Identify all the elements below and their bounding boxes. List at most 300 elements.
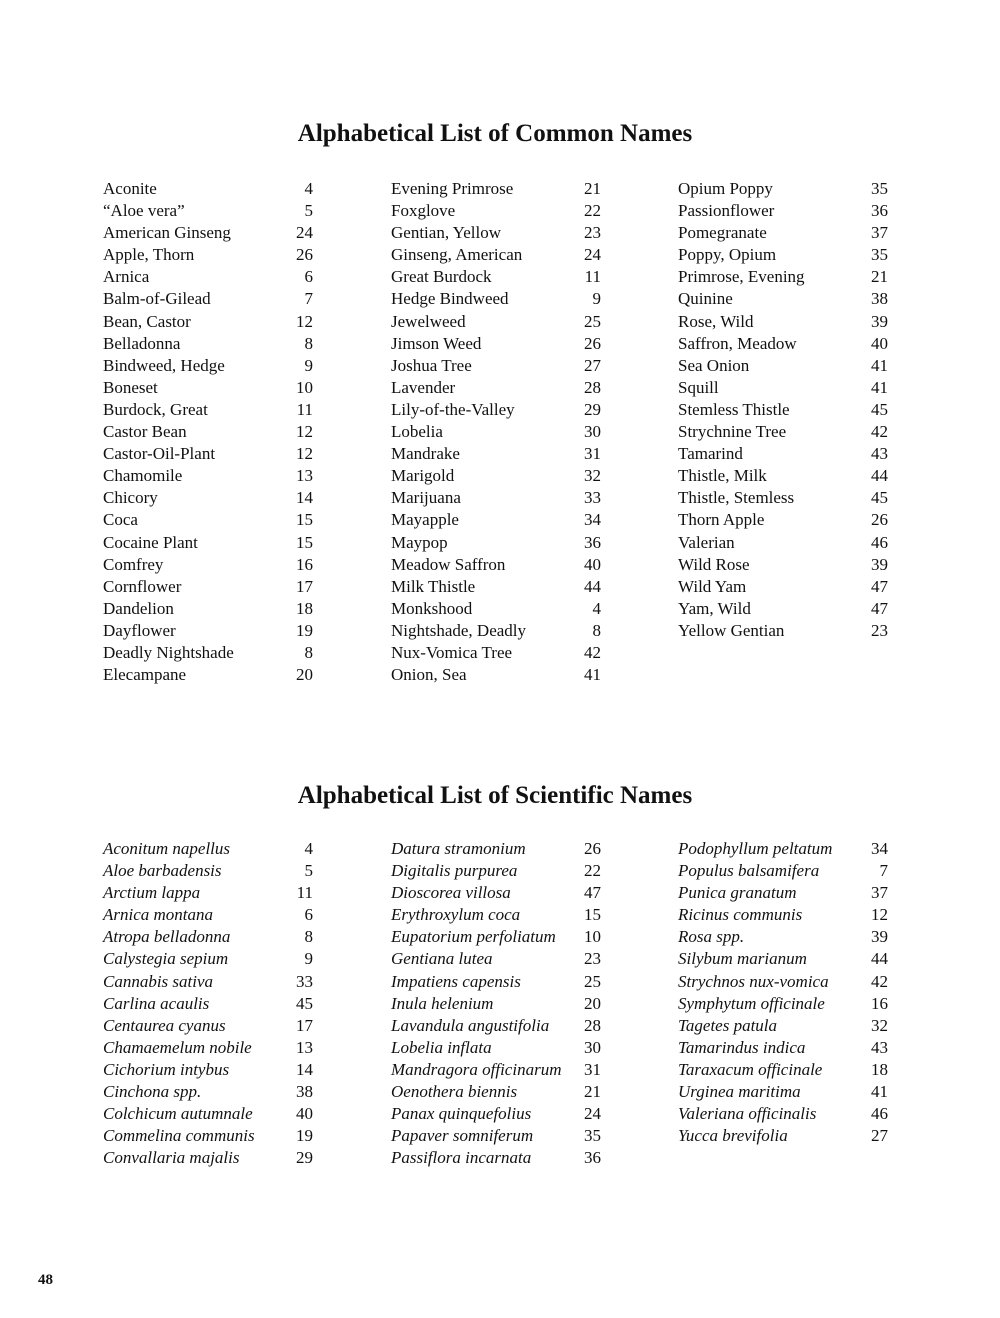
index-entry [678, 244, 888, 266]
entry-page-number: 39 [871, 554, 888, 574]
entry-page-number: 46 [871, 532, 888, 552]
index-entry [678, 266, 888, 288]
scientific-names-column-3 [678, 838, 888, 1147]
entry-name: Digitalis purpurea [391, 861, 518, 881]
index-entry [391, 576, 601, 598]
entry-page-number: 17 [296, 576, 313, 596]
index-entry [391, 620, 601, 642]
index-entry [103, 399, 313, 421]
entry-name: Wild Rose [678, 554, 750, 574]
index-entry [391, 355, 601, 377]
index-entry [678, 178, 888, 200]
entry-name: Gentian, Yellow [391, 223, 502, 243]
entry-page-number: 44 [871, 466, 888, 486]
entry-name: Chicory [103, 488, 158, 508]
entry-name: Sea Onion [678, 355, 750, 375]
entry-page-number: 45 [296, 993, 313, 1013]
index-entry [103, 664, 313, 686]
entry-name: Arnica montana [103, 905, 214, 925]
entry-page-number: 5 [304, 861, 313, 881]
entry-name: Joshua Tree [391, 355, 472, 375]
common-names-column-3 [678, 178, 888, 642]
index-entry [391, 222, 601, 244]
entry-name: Cocaine Plant [103, 532, 198, 552]
entry-page-number: 8 [592, 620, 601, 640]
entry-name: Thorn Apple [678, 510, 765, 530]
entry-name: Yellow Gentian [678, 620, 785, 640]
entry-name: Aloe barbadensis [103, 861, 222, 881]
entry-name: Castor Bean [103, 422, 187, 442]
index-entry [391, 333, 601, 355]
entry-page-number: 24 [296, 223, 313, 243]
index-entry [678, 421, 888, 443]
entry-page-number: 12 [296, 311, 313, 331]
entry-name: Evening Primrose [391, 179, 514, 198]
entry-page-number: 45 [871, 399, 888, 419]
index-entry [678, 377, 888, 399]
entry-page-number: 21 [871, 267, 888, 287]
index-entry [103, 487, 313, 509]
entry-name: Belladonna [103, 333, 181, 353]
entry-name: Great Burdock [391, 267, 492, 287]
index-entry [391, 443, 601, 465]
index-entry [678, 399, 888, 421]
index-entry [391, 554, 601, 576]
index-entry [678, 465, 888, 487]
entry-name: Dayflower [103, 620, 176, 640]
entry-page-number: 29 [584, 399, 601, 419]
entry-page-number: 34 [584, 510, 601, 530]
entry-name: “Aloe vera” [103, 201, 185, 221]
entry-page-number: 14 [296, 1059, 313, 1079]
entry-page-number: 26 [296, 245, 313, 265]
index-entry [103, 532, 313, 554]
index-entry [391, 200, 601, 222]
entry-page-number: 8 [304, 927, 313, 947]
index-entry [103, 904, 313, 926]
scientific-names-column-1 [103, 838, 313, 1169]
page-number: 48 [38, 1272, 53, 1288]
index-entry [103, 1059, 313, 1081]
index-entry [678, 838, 888, 860]
index-entry [678, 288, 888, 310]
entry-page-number: 44 [871, 949, 888, 969]
entry-page-number: 19 [296, 1126, 313, 1146]
entry-page-number: 11 [296, 883, 313, 903]
index-entry [678, 509, 888, 531]
index-entry [678, 882, 888, 904]
entry-page-number: 23 [871, 620, 888, 640]
entry-name: Atropa belladonna [103, 927, 231, 947]
entry-page-number: 21 [584, 1082, 601, 1102]
entry-name: Yucca brevifolia [678, 1126, 788, 1146]
entry-name: Opium Poppy [678, 179, 773, 198]
index-entry [678, 1037, 888, 1059]
entry-page-number: 8 [304, 333, 313, 353]
entry-page-number: 16 [871, 993, 888, 1013]
entry-page-number: 4 [592, 598, 601, 618]
index-entry [678, 222, 888, 244]
entry-name: Datura stramonium [391, 839, 526, 858]
entry-page-number: 15 [296, 510, 313, 530]
entry-page-number: 27 [584, 355, 601, 375]
common-names-column-2 [391, 178, 601, 686]
index-entry [391, 178, 601, 200]
entry-page-number: 33 [296, 971, 313, 991]
entry-name: Cannabis sativa [103, 971, 214, 991]
index-entry [391, 532, 601, 554]
index-entry [678, 1059, 888, 1081]
entry-page-number: 33 [584, 488, 601, 508]
entry-page-number: 39 [871, 927, 888, 947]
index-entry [103, 642, 313, 664]
entry-name: Squill [678, 377, 719, 397]
entry-name: Chamaemelum nobile [103, 1037, 252, 1057]
entry-page-number: 28 [584, 377, 601, 397]
index-entry [391, 288, 601, 310]
entry-page-number: 31 [584, 1059, 601, 1079]
index-entry [103, 1125, 313, 1147]
entry-name: Mandragora officinarum [391, 1059, 562, 1079]
entry-name: Burdock, Great [103, 399, 208, 419]
index-entry [391, 487, 601, 509]
scientific-names-title: Alphabetical List of Scientific Names [297, 782, 693, 809]
entry-page-number: 40 [296, 1104, 313, 1124]
index-entry [103, 1081, 313, 1103]
index-entry [678, 554, 888, 576]
index-entry [391, 598, 601, 620]
entry-name: Dioscorea villosa [391, 883, 511, 903]
index-entry [103, 178, 313, 200]
entry-name: Quinine [678, 289, 733, 309]
entry-name: Boneset [103, 377, 158, 397]
index-entry [678, 311, 888, 333]
entry-page-number: 43 [871, 444, 888, 464]
entry-page-number: 18 [871, 1059, 888, 1079]
index-entry [391, 642, 601, 664]
entry-name: Erythroxylum coca [391, 905, 521, 925]
index-entry [103, 1103, 313, 1125]
entry-page-number: 26 [871, 510, 888, 530]
entry-name: Nux-Vomica Tree [391, 642, 513, 662]
index-entry [391, 904, 601, 926]
entry-page-number: 10 [296, 377, 313, 397]
index-entry [678, 355, 888, 377]
entry-name: Bindweed, Hedge [103, 355, 225, 375]
index-entry [103, 200, 313, 222]
index-entry [391, 1059, 601, 1081]
entry-page-number: 40 [871, 333, 888, 353]
entry-page-number: 35 [871, 245, 888, 265]
entry-name: Papaver somniferum [391, 1126, 534, 1146]
entry-name: Impatiens capensis [391, 971, 521, 991]
index-entry [391, 244, 601, 266]
index-entry [391, 377, 601, 399]
entry-name: Saffron, Meadow [678, 333, 797, 353]
entry-name: Valeriana officinalis [678, 1104, 817, 1124]
index-entry [103, 377, 313, 399]
index-entry [678, 487, 888, 509]
entry-name: Meadow Saffron [391, 554, 506, 574]
entry-name: Ricinus communis [678, 905, 803, 925]
entry-page-number: 12 [296, 444, 313, 464]
index-entry [391, 465, 601, 487]
entry-name: Oenothera biennis [391, 1082, 518, 1102]
entry-name: Lavandula angustifolia [391, 1015, 550, 1035]
index-entry [103, 465, 313, 487]
entry-name: Marijuana [391, 488, 461, 508]
index-entry [678, 333, 888, 355]
entry-page-number: 32 [584, 466, 601, 486]
entry-name: Taraxacum officinale [678, 1059, 823, 1079]
entry-name: Balm-of-Gilead [103, 289, 211, 309]
entry-name: Maypop [391, 532, 448, 552]
entry-name: Castor-Oil-Plant [103, 444, 216, 464]
entry-page-number: 38 [296, 1082, 313, 1102]
entry-name: Gentiana lutea [391, 949, 493, 969]
entry-page-number: 47 [871, 576, 888, 596]
entry-page-number: 42 [584, 642, 601, 662]
entry-name: Apple, Thorn [103, 245, 195, 265]
index-entry [103, 576, 313, 598]
entry-name: Thistle, Milk [678, 466, 767, 486]
index-entry [678, 1125, 888, 1147]
entry-page-number: 42 [871, 422, 888, 442]
entry-name: Aconitum napellus [103, 839, 231, 858]
entry-page-number: 31 [584, 444, 601, 464]
entry-page-number: 47 [871, 598, 888, 618]
entry-name: Wild Yam [678, 576, 747, 596]
entry-page-number: 32 [871, 1015, 888, 1035]
entry-page-number: 14 [296, 488, 313, 508]
entry-page-number: 16 [296, 554, 313, 574]
entry-name: Tamarindus indica [678, 1037, 806, 1057]
index-entry [103, 1147, 313, 1169]
entry-page-number: 15 [584, 905, 601, 925]
entry-name: Cinchona spp. [103, 1082, 202, 1102]
index-entry [678, 948, 888, 970]
index-entry [391, 926, 601, 948]
entry-page-number: 18 [296, 598, 313, 618]
index-entry [678, 926, 888, 948]
entry-name: Cornflower [103, 576, 182, 596]
entry-page-number: 36 [584, 532, 601, 552]
entry-name: Rose, Wild [678, 311, 754, 331]
entry-page-number: 41 [584, 665, 601, 685]
index-entry [391, 421, 601, 443]
index-entry [678, 598, 888, 620]
entry-name: Colchicum autumnale [103, 1104, 253, 1124]
entry-name: Cichorium intybus [103, 1059, 230, 1079]
entry-page-number: 9 [592, 289, 601, 309]
index-entry [103, 971, 313, 993]
entry-page-number: 7 [304, 289, 313, 309]
index-entry [391, 860, 601, 882]
index-entry [103, 244, 313, 266]
entry-page-number: 9 [304, 949, 313, 969]
entry-name: Lily-of-the-Valley [391, 399, 515, 419]
index-entry [391, 838, 601, 860]
index-entry [391, 1125, 601, 1147]
index-entry [103, 1037, 313, 1059]
entry-name: Panax quinquefolius [391, 1104, 532, 1124]
entry-name: Stemless Thistle [678, 399, 790, 419]
entry-name: Carlina acaulis [103, 993, 210, 1013]
entry-name: Aconite [103, 179, 157, 198]
index-entry [103, 860, 313, 882]
index-entry [391, 1081, 601, 1103]
index-entry [678, 576, 888, 598]
index-entry [391, 399, 601, 421]
entry-name: Tamarind [678, 444, 743, 464]
entry-name: Inula helenium [391, 993, 494, 1013]
entry-name: Milk Thistle [391, 576, 476, 596]
entry-name: Mayapple [391, 510, 459, 530]
index-entry [103, 948, 313, 970]
entry-name: Mandrake [391, 444, 460, 464]
entry-name: Symphytum officinale [678, 993, 825, 1013]
entry-name: Coca [103, 510, 138, 530]
entry-name: Comfrey [103, 554, 164, 574]
entry-page-number: 10 [584, 927, 601, 947]
entry-page-number: 5 [304, 201, 313, 221]
entry-page-number: 42 [871, 971, 888, 991]
entry-page-number: 6 [304, 905, 313, 925]
entry-page-number: 39 [871, 311, 888, 331]
index-entry [391, 311, 601, 333]
entry-page-number: 17 [296, 1015, 313, 1035]
entry-page-number: 12 [296, 422, 313, 442]
entry-name: Tagetes patula [678, 1015, 778, 1035]
index-entry [678, 971, 888, 993]
entry-page-number: 47 [584, 883, 601, 903]
index-entry [103, 222, 313, 244]
entry-page-number: 11 [296, 399, 313, 419]
entry-name: Strychnine Tree [678, 422, 787, 442]
entry-page-number: 24 [584, 1104, 601, 1124]
entry-page-number: 35 [584, 1126, 601, 1146]
entry-name: Dandelion [103, 598, 174, 618]
entry-name: Commelina communis [103, 1126, 255, 1146]
entry-page-number: 22 [584, 861, 601, 881]
entry-page-number: 22 [584, 201, 601, 221]
entry-page-number: 41 [871, 1082, 888, 1102]
entry-name: Ginseng, American [391, 245, 523, 265]
entry-name: Onion, Sea [391, 665, 467, 685]
entry-name: Primrose, Evening [678, 267, 805, 287]
index-entry [103, 598, 313, 620]
entry-name: Pomegranate [678, 223, 767, 243]
entry-name: Lobelia [391, 422, 443, 442]
common-names-title: Alphabetical List of Common Names [297, 120, 693, 147]
entry-page-number: 41 [871, 377, 888, 397]
index-entry [103, 554, 313, 576]
entry-name: Passionflower [678, 201, 775, 221]
entry-page-number: 13 [296, 1037, 313, 1057]
index-entry [678, 532, 888, 554]
entry-name: American Ginseng [103, 223, 231, 243]
entry-page-number: 43 [871, 1037, 888, 1057]
index-entry [103, 882, 313, 904]
entry-name: Lobelia inflata [391, 1037, 492, 1057]
entry-name: Foxglove [391, 201, 456, 221]
entry-page-number: 40 [584, 554, 601, 574]
index-entry [678, 860, 888, 882]
entry-name: Rosa spp. [678, 927, 745, 947]
entry-page-number: 26 [584, 333, 601, 353]
entry-page-number: 26 [584, 839, 601, 858]
entry-name: Strychnos nux-vomica [678, 971, 829, 991]
entry-page-number: 44 [584, 576, 601, 596]
entry-name: Passiflora incarnata [391, 1148, 532, 1168]
entry-page-number: 20 [584, 993, 601, 1013]
entry-name: Hedge Bindweed [391, 289, 509, 309]
index-entry [103, 288, 313, 310]
entry-page-number: 12 [871, 905, 888, 925]
entry-page-number: 37 [871, 223, 888, 243]
entry-name: Podophyllum peltatum [678, 839, 833, 858]
entry-name: Poppy, Opium [678, 245, 777, 265]
entry-name: Eupatorium perfoliatum [391, 927, 556, 947]
index-entry [391, 509, 601, 531]
entry-name: Urginea maritima [678, 1082, 801, 1102]
entry-name: Jimson Weed [391, 333, 482, 353]
entry-page-number: 36 [871, 201, 888, 221]
entry-name: Thistle, Stemless [678, 488, 795, 508]
index-entry [391, 664, 601, 686]
index-entry [391, 948, 601, 970]
entry-page-number: 25 [584, 971, 601, 991]
index-entry [103, 311, 313, 333]
index-entry [391, 1147, 601, 1169]
index-entry [103, 509, 313, 531]
index-entry [678, 904, 888, 926]
scientific-names-column-2 [391, 838, 601, 1169]
entry-page-number: 30 [584, 422, 601, 442]
entry-page-number: 19 [296, 620, 313, 640]
entry-page-number: 24 [584, 245, 601, 265]
entry-page-number: 28 [584, 1015, 601, 1035]
index-entry [391, 266, 601, 288]
entry-page-number: 11 [584, 267, 601, 287]
entry-page-number: 9 [304, 355, 313, 375]
index-entry [391, 1015, 601, 1037]
entry-name: Calystegia sepium [103, 949, 229, 969]
index-entry [103, 333, 313, 355]
entry-name: Convallaria majalis [103, 1148, 240, 1168]
entry-page-number: 36 [584, 1148, 601, 1168]
entry-name: Arctium lappa [103, 883, 201, 903]
entry-name: Silybum marianum [678, 949, 807, 969]
entry-page-number: 41 [871, 355, 888, 375]
index-entry [678, 200, 888, 222]
entry-name: Deadly Nightshade [103, 642, 234, 662]
entry-page-number: 37 [871, 883, 888, 903]
entry-name: Monkshood [391, 598, 473, 618]
index-entry [678, 1103, 888, 1125]
index-entry [103, 421, 313, 443]
entry-name: Yam, Wild [678, 598, 751, 618]
index-entry [391, 993, 601, 1015]
index-entry [678, 993, 888, 1015]
entry-page-number: 45 [871, 488, 888, 508]
index-entry [391, 882, 601, 904]
index-entry [391, 1037, 601, 1059]
index-entry [678, 1015, 888, 1037]
entry-name: Jewelweed [391, 311, 466, 331]
entry-page-number: 15 [296, 532, 313, 552]
entry-name: Valerian [678, 532, 735, 552]
